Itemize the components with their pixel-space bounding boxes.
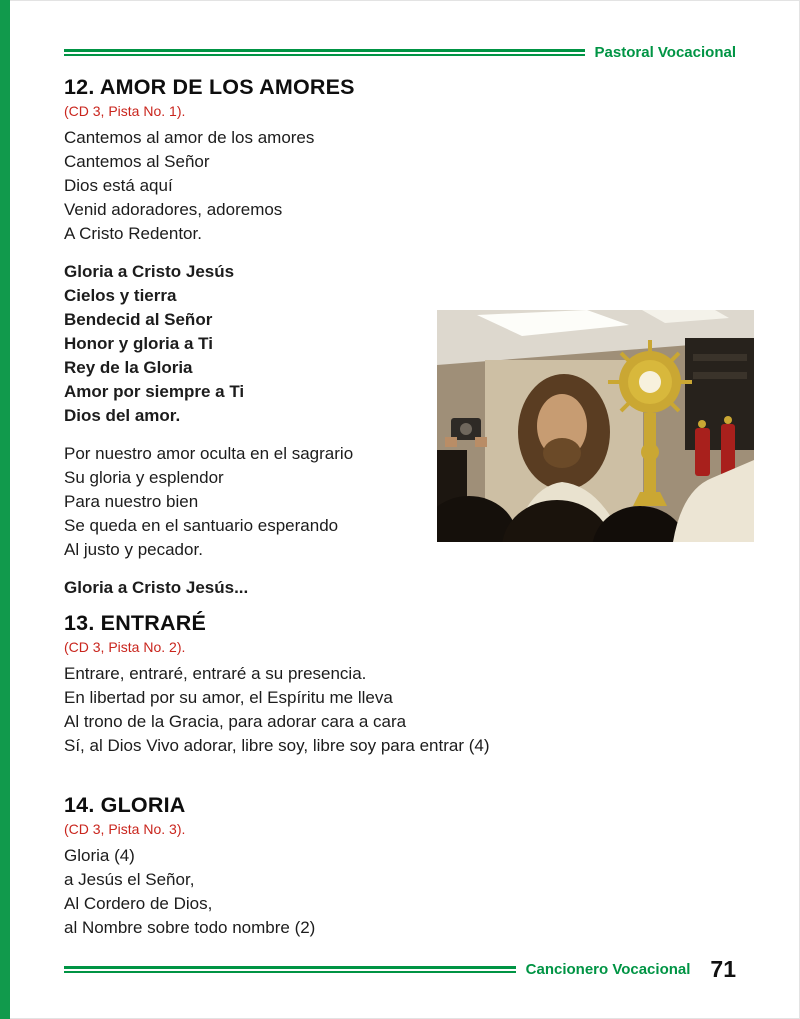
lyric-line: Gloria a Cristo Jesús [64, 262, 235, 281]
lyric-line: Para nuestro bien [64, 492, 199, 511]
lyric-line: Entrare, entraré, entraré a su presencia. [64, 664, 367, 683]
lyric-line: Bendecid al Señor [64, 310, 213, 329]
song-12-amor-de-los-amores [64, 74, 424, 600]
left-green-bar [0, 0, 10, 1019]
chorus-repeat-line: Gloria a Cristo Jesús... [64, 578, 249, 597]
page-number: 71 [710, 956, 736, 982]
lyric-line: Gloria (4) [64, 846, 135, 865]
lyric-line: Honor y gloria a Ti [64, 334, 213, 353]
lyric-line: Sí, al Dios Vivo adorar, libre soy, libre soy para entrar (4) [64, 736, 490, 755]
footer-rule [64, 966, 516, 973]
lyric-line: Dios del amor. [64, 406, 181, 425]
lyric-line: al Nombre sobre todo nombre (2) [64, 918, 316, 937]
lyric-line: Se queda en el santuario esperando [64, 516, 339, 535]
photo-illustration [437, 310, 754, 542]
lyric-line: Cantemos al amor de los amores [64, 128, 315, 147]
chorus [64, 260, 424, 428]
lyric-line: Al Cordero de Dios, [64, 894, 213, 913]
page-header [64, 44, 736, 61]
page-footer [64, 956, 736, 983]
lyric-line: Amor por siempre a Ti [64, 382, 245, 401]
verse-1 [64, 126, 424, 246]
lyric-line: Al trono de la Gracia, para adorar cara a cara [64, 712, 407, 731]
verse-1 [64, 844, 684, 940]
lyric-line: Al justo y pecador. [64, 540, 203, 559]
congregation-adoring-monstrance-photo [437, 310, 754, 542]
lyric-line: Dios está aquí [64, 176, 173, 195]
lyric-line: En libertad por su amor, el Espíritu me lleva [64, 688, 393, 707]
song-title: 13. ENTRARÉ [64, 611, 206, 635]
lyric-line: a Jesús el Señor, [64, 870, 195, 889]
header-rule [64, 49, 585, 56]
lyric-line: Cielos y tierra [64, 286, 177, 305]
song-title: 12. AMOR DE LOS AMORES [64, 75, 355, 99]
cd-track-note: (CD 3, Pista No. 3). [64, 821, 186, 837]
lyric-line: Cantemos al Señor [64, 152, 210, 171]
cd-track-note: (CD 3, Pista No. 1). [64, 103, 186, 119]
song-13-entrare [64, 610, 684, 772]
verse-1 [64, 662, 684, 758]
lyric-line: Venid adoradores, adoremos [64, 200, 283, 219]
lyric-line: A Cristo Redentor. [64, 224, 202, 243]
verse-2 [64, 442, 424, 562]
cd-track-note: (CD 3, Pista No. 2). [64, 639, 186, 655]
song-14-gloria [64, 792, 684, 954]
lyric-line: Por nuestro amor oculta en el sagrario [64, 444, 354, 463]
song-title: 14. GLORIA [64, 793, 186, 817]
footer-label: Cancionero Vocacional [525, 961, 691, 978]
lyric-line: Rey de la Gloria [64, 358, 193, 377]
header-label: Pastoral Vocacional [594, 44, 736, 61]
lyric-line: Su gloria y esplendor [64, 468, 224, 487]
